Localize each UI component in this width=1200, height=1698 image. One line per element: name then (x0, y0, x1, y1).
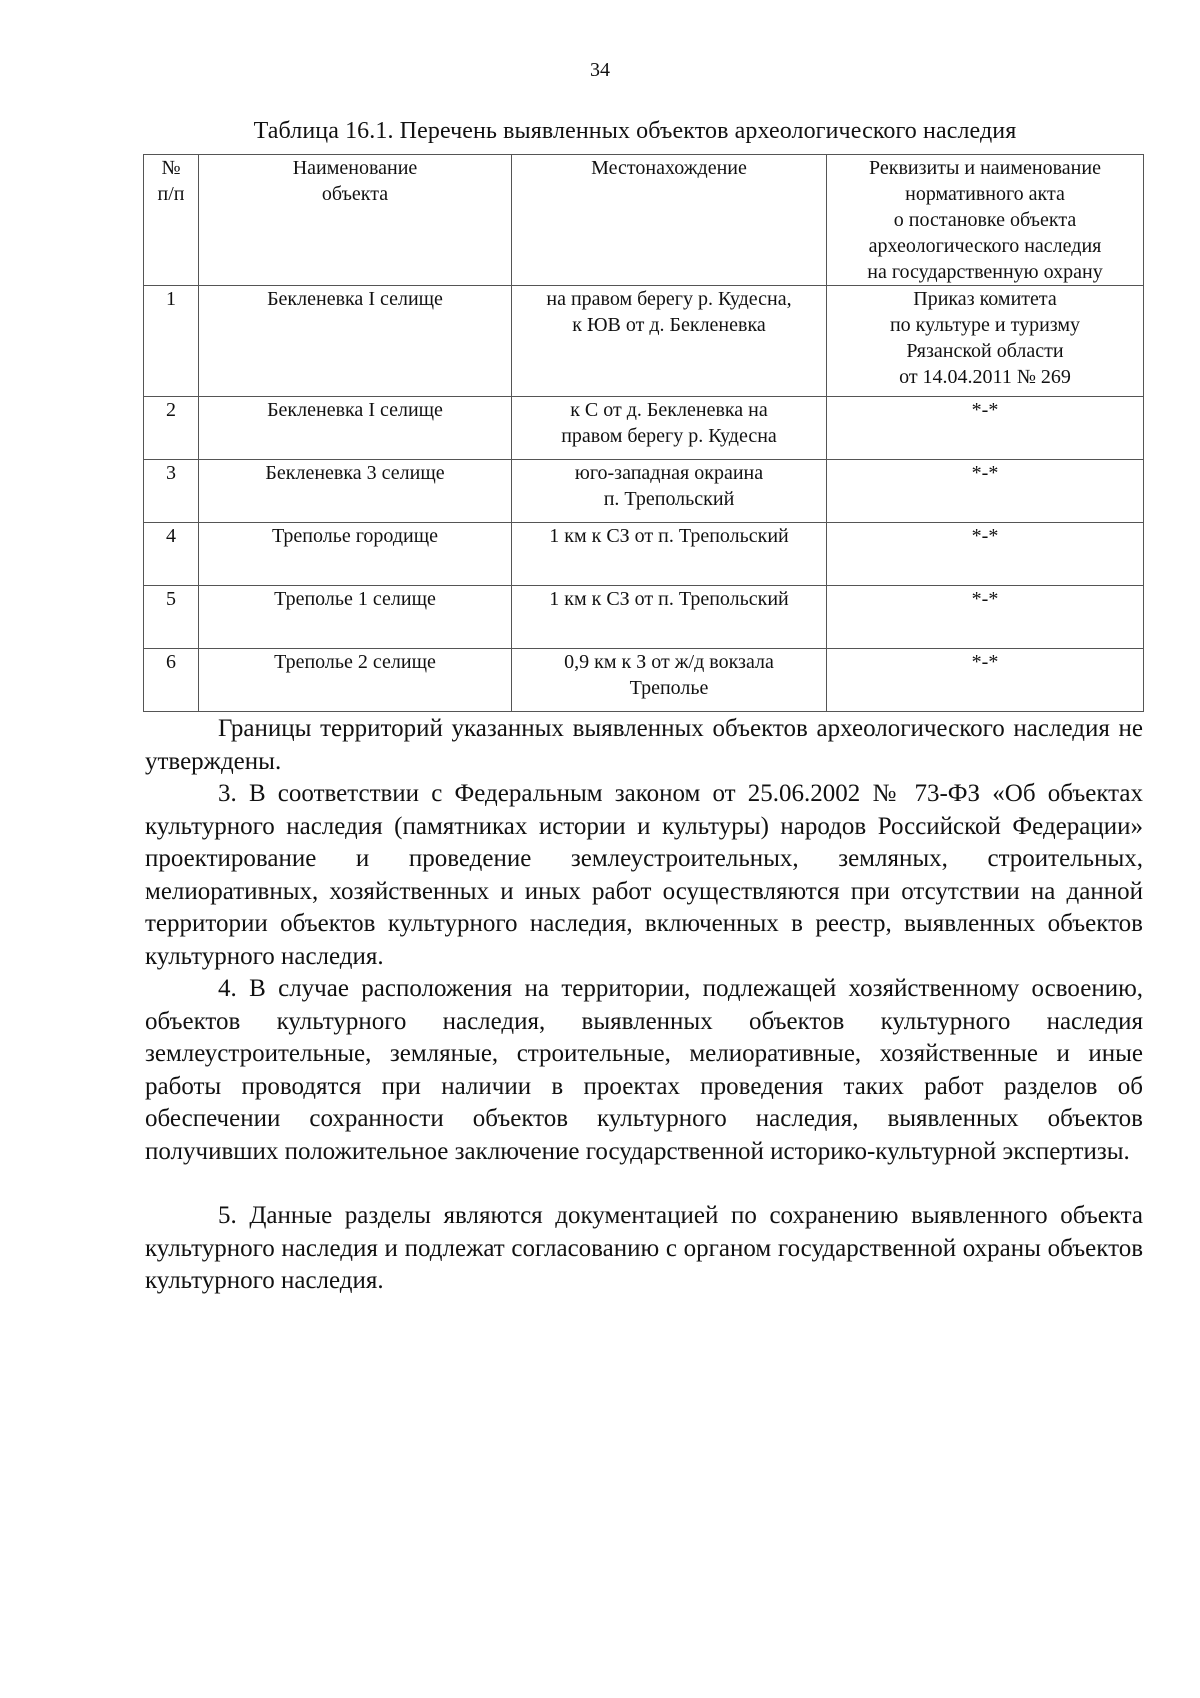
cell-location: к С от д. Бекленевка на правом берегу р. Кудесна (512, 397, 827, 460)
table-row (144, 286, 1144, 397)
cell-num: 2 (144, 397, 199, 460)
header-name: Наименование объекта (199, 155, 512, 286)
table-row (144, 523, 1144, 586)
cell-act: *-* (827, 397, 1144, 460)
table-row (144, 460, 1144, 523)
cell-act: *-* (827, 460, 1144, 523)
cell-name: Бекленевка 3 селище (199, 460, 512, 523)
paragraph-item-4: 4. В случае расположения на территории, подлежащей хозяйственному освоению, объектов культурного наследия, выявленных объектов культурного наследия землеустроительные, земляные, строительные, мелиоративные, хозяйственные и иные работы проводятся при наличии в проектах проведения таких работ разделов об обеспечении сохранности объектов культурного наследия, выявленных объектов получивших положительное заключение государственной историко-культурной экспертизы. (145, 975, 1143, 1165)
cell-location: 1 км к СЗ от п. Трепольский (512, 586, 827, 649)
table-title: Таблица 16.1. Перечень выявленных объектов археологического наследия (253, 118, 1017, 144)
table-row (144, 397, 1144, 460)
cell-act: *-* (827, 523, 1144, 586)
cell-location: 1 км к СЗ от п. Трепольский (512, 523, 827, 586)
cell-num: 1 (144, 286, 199, 397)
body-text (145, 713, 1143, 1298)
cell-name: Треполье 2 селище (199, 649, 512, 712)
cell-location: на правом берегу р. Кудесна, к ЮВ от д. Бекленевка (512, 286, 827, 397)
header-location: Местонахождение (512, 155, 827, 286)
heritage-objects-table (143, 154, 1144, 712)
cell-num: 3 (144, 460, 199, 523)
cell-name: Бекленевка I селище (199, 397, 512, 460)
paragraph-boundaries: Границы территорий указанных выявленных объектов археологического наследия не утверждены. (145, 715, 1143, 775)
header-act: Реквизиты и наименование нормативного акта о постановке объекта археологического наследия на государственную охрану (827, 155, 1144, 286)
cell-num: 5 (144, 586, 199, 649)
cell-act: Приказ комитета по культуре и туризму Рязанской области от 14.04.2011 № 269 (827, 286, 1144, 397)
cell-location: юго-западная окраина п. Трепольский (512, 460, 827, 523)
header-num: № п/п (144, 155, 199, 286)
table-header-row (144, 155, 1144, 286)
cell-name: Треполье 1 селище (199, 586, 512, 649)
page-number: 34 (590, 59, 610, 81)
table-row (144, 649, 1144, 712)
cell-name: Треполье городище (199, 523, 512, 586)
cell-name: Бекленевка I селище (199, 286, 512, 397)
paragraph-item-5: 5. Данные разделы являются документацией по сохранению выявленного объекта культурного наследия и подлежат согласованию с органом государственной охраны объектов культурного наследия. (145, 1202, 1143, 1294)
cell-num: 4 (144, 523, 199, 586)
table-row (144, 586, 1144, 649)
paragraph-item-3: 3. В соответствии с Федеральным законом от 25.06.2002 № 73-ФЗ «Об объектах культурного наследия (памятниках истории и культуры) народов Российской Федерации» проектирование и проведение землеустроительных, земляных, строительных, мелиоративных, хозяйственных и иных работ осуществляются при отсутствии на данной территории объектов культурного наследия, включенных в реестр, выявленных объектов культурного наследия. (145, 780, 1143, 970)
cell-act: *-* (827, 586, 1144, 649)
cell-act: *-* (827, 649, 1144, 712)
cell-location: 0,9 км к З от ж/д вокзала Треполье (512, 649, 827, 712)
cell-num: 6 (144, 649, 199, 712)
